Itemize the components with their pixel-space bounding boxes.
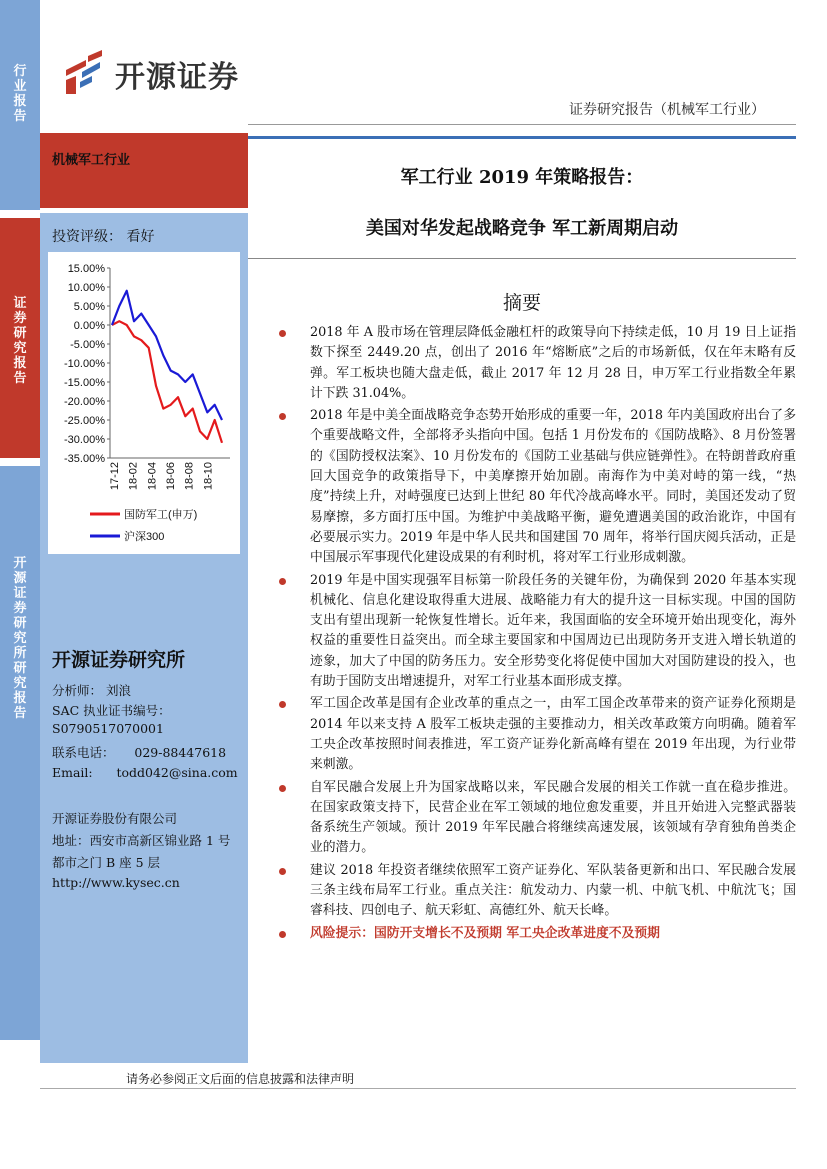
- chart-x-tick-label: 18-06: [165, 462, 177, 491]
- chart-legend-label: 沪深300: [124, 531, 165, 543]
- edge-strip-top: [0, 0, 40, 210]
- report-title: 军工行业 2019 年策略报告：: [400, 167, 644, 188]
- industry-label: 机械军工行业: [52, 153, 131, 168]
- disclaimer: 请务必参阅正文后面的信息披露和法律声明: [126, 1072, 355, 1086]
- chart-y-tick-label: 15.00%: [67, 263, 105, 275]
- sac-label: SAC 执业证书编号：: [52, 703, 171, 718]
- edge-label-top: 行 业 报 告: [13, 64, 27, 124]
- abstract-paragraph: 军工国企改革是国有企业改革的重点之一，由军工国企改革带来的资产证券化预期是 2014 年以来支持 A 股军工板块走强的主要推动力，相关改革政策方向明确。随着军工央企改革按照时间表推进，军工资产证券化新高峰有望在 2019 年出现，为行业带来刺激。: [284, 694, 796, 775]
- address-line-2: 都市之门 B 座 5 层: [52, 855, 161, 870]
- contact-phone: 联系电话： 029-88447618: [52, 745, 227, 760]
- contact-email[interactable]: Email: todd042@sina.com: [52, 765, 238, 780]
- edge-strip-middle: [0, 218, 40, 458]
- analyst-name: 分析师： 刘浪: [52, 683, 131, 698]
- abstract-heading: 摘要: [502, 292, 541, 314]
- chart-y-tick-label: 10.00%: [67, 282, 105, 294]
- chart-x-tick-label: 17-12: [109, 462, 121, 491]
- edge-strip-bottom: [0, 466, 40, 1040]
- abstract-paragraph: 2018 年 A 股市场在管理层降低金融杠杆的政策导向下持续走低，10 月 19 日上证指数下探至 2449.20 点，创出了 2016 年“熔断底”之后的市场新低，仅在年末略有反弹。军工板块也随大盘走低，截止 2017 年 12 月 28 日，申万军工行业指数全年累计下跌 31.04%。: [284, 323, 796, 404]
- company-name: 开源证券股份有限公司: [52, 811, 178, 826]
- chart-series-line-1: [112, 291, 222, 420]
- bullet-icon: [279, 330, 286, 337]
- chart-legend-label: 国防军工(申万): [124, 509, 198, 521]
- chart-x-tick-label: 18-02: [127, 462, 140, 491]
- chart-y-tick-label: -25.00%: [64, 415, 105, 427]
- performance-chart: [48, 252, 240, 554]
- bullet-icon: [279, 413, 286, 420]
- chart-y-tick-label: -35.00%: [64, 453, 105, 465]
- abstract-paragraph: 建议 2018 年投资者继续依照军工资产证券化、军队装备更新和出口、军民融合发展三条主线布局军工行业。重点关注：航发动力、内蒙一机、中航飞机、中航沈飞；国睿科技、四创电子、航天彩虹、高德红外、航天长峰。: [284, 861, 796, 922]
- logo-mark-icon: [62, 50, 108, 96]
- investment-rating: 投资评级： 看好: [52, 229, 155, 245]
- abstract-paragraph: 自军民融合发展上升为国家战略以来，军民融合发展的相关工作就一直在稳步推进。在国家政策支持下，民营企业在军工领域的地位愈发重要，并且开始进入完整武器装备系统生产领域。预计 2019 年军民融合将继续高速发展，该领域有孕育独角兽类企业的潜力。: [284, 778, 796, 859]
- address-line-1: 地址：西安市高新区锦业路 1 号: [52, 833, 231, 848]
- chart-y-tick-label: 0.00%: [73, 320, 105, 332]
- chart-y-tick-label: -15.00%: [64, 377, 105, 389]
- bullet-icon: [279, 578, 286, 585]
- industry-banner: [40, 133, 248, 208]
- website-link[interactable]: http://www.kysec.cn: [52, 875, 180, 890]
- chart-x-tick-label: 18-08: [183, 462, 196, 491]
- abstract-paragraph: 2018 年是中美全面战略竞争态势开始形成的重要一年，2018 年内美国政府出台了多个重要战略文件，全部将矛头指向中国。包括 1 月份发布的《国防战略》、8 月份签署的《国防授权法案》、10 月份发布的《国防工业基础与供应链弹性》。在特朗普政府重回大国竞争的政策指导下，中美摩擦开始加剧。南海作为中美对峙的第一线，“热度”持续上升，对峙强度已达到上世纪 80 年代冷战高峰水平。同时，美国还发动了贸易摩擦，多方面打压中国。为维护中美战略平衡，避免遭遇美国的政治讹诈，中国有必要展示实力。2019 年是中华人民共和国建国 70 周年，将举行国庆阅兵活动，正是中国展示军事现代化建设成果的有利时机，将对军工行业形成刺激。: [284, 406, 796, 568]
- chart-y-tick-label: -20.00%: [64, 396, 105, 408]
- abstract-list: [284, 323, 796, 946]
- edge-label-bottom: 开 源 证 券 研 究 所 研 究 报 告: [13, 556, 27, 721]
- title-top-bar: [248, 136, 796, 139]
- chart-y-tick-label: -10.00%: [64, 358, 105, 370]
- risk-warning: 风险提示：国防开支增长不及预期 军工央企改革进度不及预期: [284, 924, 796, 944]
- institute-name: 开源证券研究所: [52, 649, 186, 671]
- title-divider: [248, 258, 796, 259]
- chart-y-tick-label: -5.00%: [70, 339, 105, 351]
- edge-label-middle: 证 券 研 究 报 告: [13, 296, 27, 386]
- footer-divider: [40, 1088, 796, 1089]
- header-divider: [248, 124, 796, 125]
- bullet-icon: [279, 701, 286, 708]
- sac-number: S0790517070001: [52, 721, 164, 736]
- report-type: 证券研究报告（机械军工行业）: [569, 102, 765, 118]
- chart-x-tick-label: 18-04: [146, 462, 159, 491]
- chart-y-tick-label: 5.00%: [73, 301, 105, 313]
- report-subtitle: 美国对华发起战略竞争 军工新周期启动: [365, 218, 679, 239]
- chart-series-line-0: [112, 321, 222, 443]
- bullet-icon: [279, 868, 286, 875]
- bullet-icon: [279, 931, 286, 938]
- abstract-paragraph: 2019 年是中国实现强军目标第一阶段任务的关键年份，为确保到 2020 年基本实现机械化、信息化建设取得重大进展、战略能力有大的提升这一目标实现。中国的国防支出有望出现新一轮恢复性增长。近年来，我国面临的安全环境开始出现变化，海外权益的重要性日益突出。而全球主要国家和中国周边已出现防务开支进入增长轨道的迹象，加大了中国的防务压力。安全形势变化将促使中国加大对国防建设的投入，也有助于国防支出增速提升，对军工行业基本面形成支撑。: [284, 571, 796, 693]
- chart-x-tick-label: 18-10: [202, 462, 215, 491]
- logo-text: 开源证券: [115, 60, 239, 95]
- chart-svg: [48, 252, 240, 554]
- bullet-icon: [279, 785, 286, 792]
- chart-y-tick-label: -30.00%: [64, 434, 105, 446]
